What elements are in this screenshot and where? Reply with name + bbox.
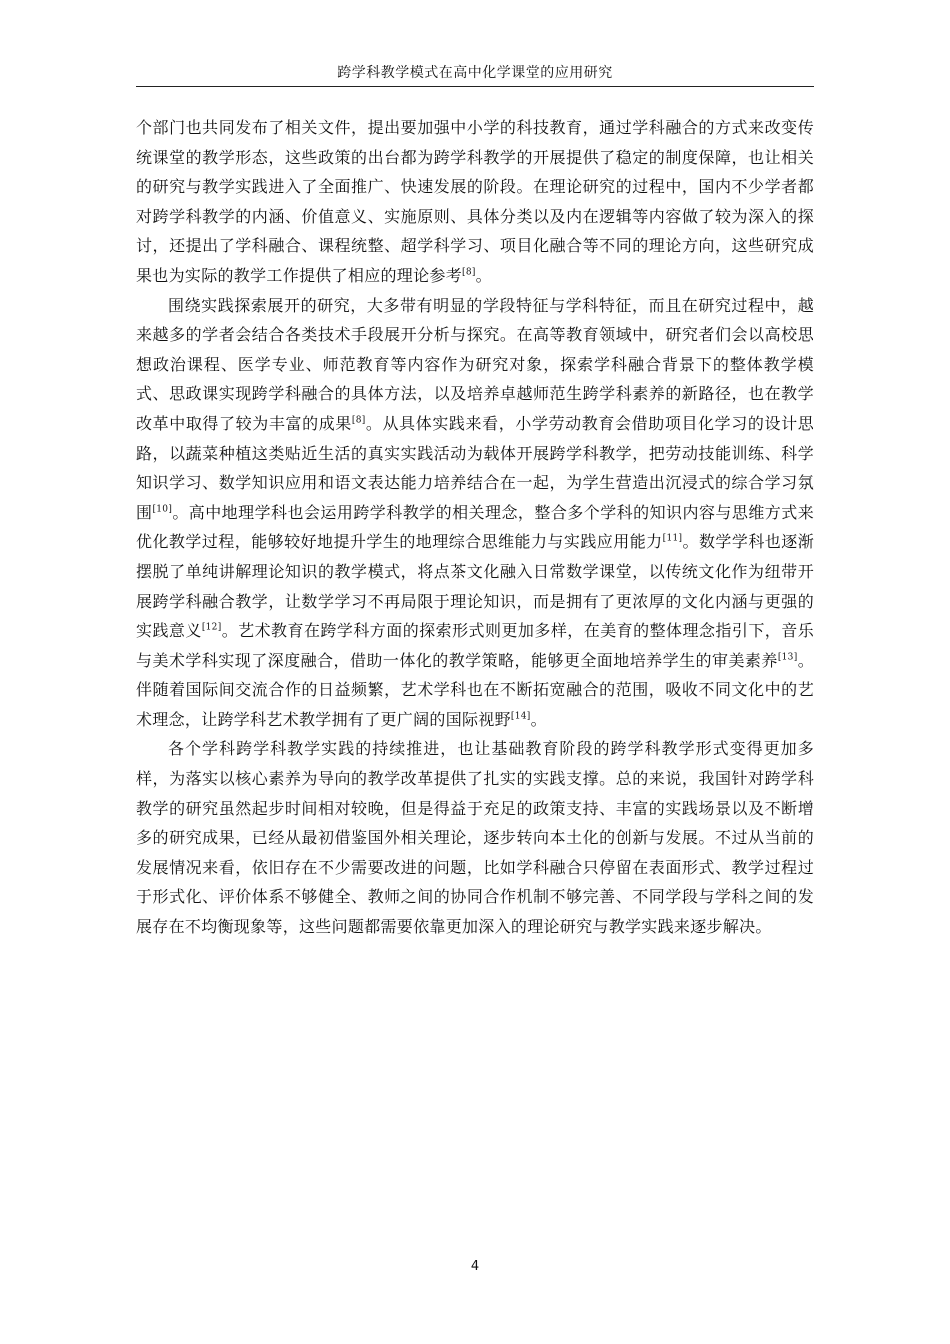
running-header-title: 跨学科教学模式在高中化学课堂的应用研究 <box>337 65 613 81</box>
page-number: 4 <box>470 1259 480 1274</box>
citation-marker: [10] <box>152 504 173 515</box>
paragraph-1 <box>136 113 814 291</box>
citation-marker: [8] <box>462 267 476 278</box>
citation-marker: [11] <box>662 533 683 544</box>
text-run: 各个学科跨学科教学实践的持续推进，也让基础教育阶段的跨学科教学形式变得更加多样，为落实以核心素养为导向的教学改革提供了扎实的实践支撑。总的来说，我国针对跨学科教学的研究虽然起步时间相对较晚，但是得益于充足的政策支持、丰富的实践场景以及不断增多的研究成果，已经从最初借鉴国外相关理论，逐步转向本土化的创新与发展。不过从当前的发展情况来看，依旧存在不少需要改进的问题，比如学科融合只停留在表面形式、教学过程过于形式化、评价体系不够健全、教师之间的协同合作机制不够完善、不同学段与学科之间的发展存在不均衡现象等，这些问题都需要依靠更加深入的理论研究与教学实践来逐步解决。 <box>136 739 814 937</box>
paragraph-3 <box>136 734 814 941</box>
citation-marker: [12] <box>201 622 222 633</box>
citation-marker: [13] <box>777 652 798 663</box>
text-run: 。数学学科也逐渐摆脱了单纯讲解理论知识的教学模式，将点茶文化融入日常数学课堂，以传统文化作为纽带开展跨学科融合教学，让数学学习不再局限于理论知识，而是拥有了更浓厚的文化内涵与更强的实践意义 <box>136 532 814 641</box>
text-run: 。 <box>530 709 547 729</box>
text-run: 。伴随着国际间交流合作的日益频繁，艺术学科也在不断拓宽融合的范围，吸收不同文化中的艺术理念，让跨学科艺术教学拥有了更广阔的国际视野 <box>136 650 814 729</box>
text-run: 。高中地理学科也会运用跨学科教学的相关理念，整合多个学科的知识内容与思维方式来优化教学过程，能够较好地提升学生的地理综合思维能力与实践应用能力 <box>136 502 814 552</box>
paragraph-2 <box>136 291 814 735</box>
citation-marker: [8] <box>351 415 366 426</box>
text-run: 。艺术教育在跨学科方面的探索形式则更加多样，在美育的整体理念指引下，音乐与美术学科实现了深度融合，借助一体化的教学策略，能够更全面地培养学生的审美素养 <box>136 621 814 670</box>
header-divider <box>136 86 814 87</box>
text-run: 。从具体实践来看，小学劳动教育会借助项目化学习的设计思路，以蔬菜种植这类贴近生活的真实实践活动为载体开展跨学科教学，把劳动技能训练、科学知识学习、数学知识应用和语文表达能力培养结合在一起，为学生营造出沉浸式的综合学习氛围 <box>136 413 815 522</box>
body-text <box>136 113 814 942</box>
citation-marker: [14] <box>510 711 531 722</box>
text-run: 。 <box>475 265 492 285</box>
text-run: 围绕实践探索展开的研究，大多带有明显的学段特征与学科特征，而且在研究过程中，越来越多的学者会结合各类技术手段展开分析与探究。在高等教育领域中，研究者们会以高校思想政治课程、医学专业、师范教育等内容作为研究对象，探索学科融合背景下的整体教学模式、思政课实现跨学科融合的具体方法，以及培养卓越师范生跨学科素养的新路径，也在教学改革中取得了较为丰富的成果 <box>136 295 814 433</box>
text-run: 个部门也共同发布了相关文件，提出要加强中小学的科技教育，通过学科融合的方式来改变传统课堂的教学形态，这些政策的出台都为跨学科教学的开展提供了稳定的制度保障，也让相关的研究与教学实践进入了全面推广、快速发展的阶段。在理论研究的过程中，国内不少学者都对跨学科教学的内涵、价值意义、实施原则、具体分类以及内在逻辑等内容做了较为深入的探讨，还提出了学科融合、课程统整、超学科学习、项目化融合等不同的理论方向，这些研究成果也为实际的教学工作提供了相应的理论参考 <box>136 118 814 285</box>
